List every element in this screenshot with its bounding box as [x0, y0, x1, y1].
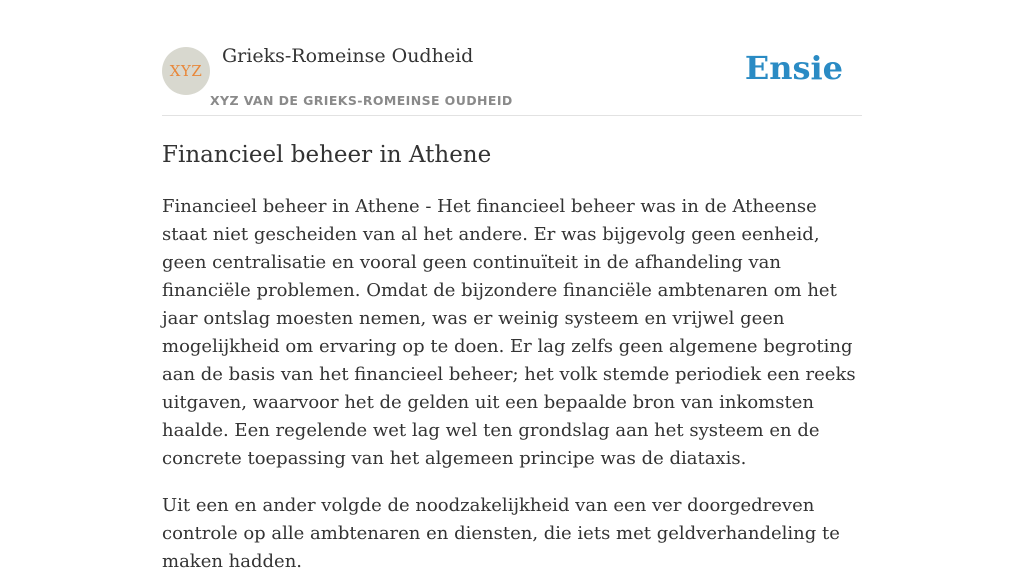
article-paragraph-1: Financieel beheer in Athene - Het financieel beheer was in de Atheense staat niet gescheiden van al het andere. Er was bijgevolg geen eenheid, geen centralisatie en vooral geen continuïteit in de afhandeling van financiële problemen. Omdat de bijzondere financiële ambtenaren om het jaar ontslag moesten nemen, was er weinig systeem en vrijwel geen mogelijkheid om ervaring op te doen. Er lag zelfs geen algemene begroting aan de basis van het financieel beheer; het volk stemde periodiek een reeks uitgaven, waarvoor het de gelden uit een bepaalde bron van inkomsten haalde. Een regelende wet lag wel ten grondslag aan het systeem en de concrete toepassing van het algemeen principe was de diataxis.	[162, 196, 856, 469]
header	[162, 0, 862, 116]
article-title: Financieel beheer in Athene	[162, 142, 492, 168]
content-column	[162, 0, 862, 576]
article-paragraph-2: Uit een en ander volgde de noodzakelijkheid van een ver doorgedreven controle op alle ambtenaren en diensten, die iets met geldverhandeling te maken hadden.	[162, 495, 840, 572]
book-avatar[interactable]: XYZ	[162, 47, 210, 95]
book-title[interactable]: Grieks-Romeinse Oudheid	[222, 45, 474, 67]
book-subtitle[interactable]: XYZ VAN DE GRIEKS-ROMEINSE OUDHEID	[210, 93, 513, 108]
brand-logo[interactable]: Ensie	[744, 49, 843, 87]
